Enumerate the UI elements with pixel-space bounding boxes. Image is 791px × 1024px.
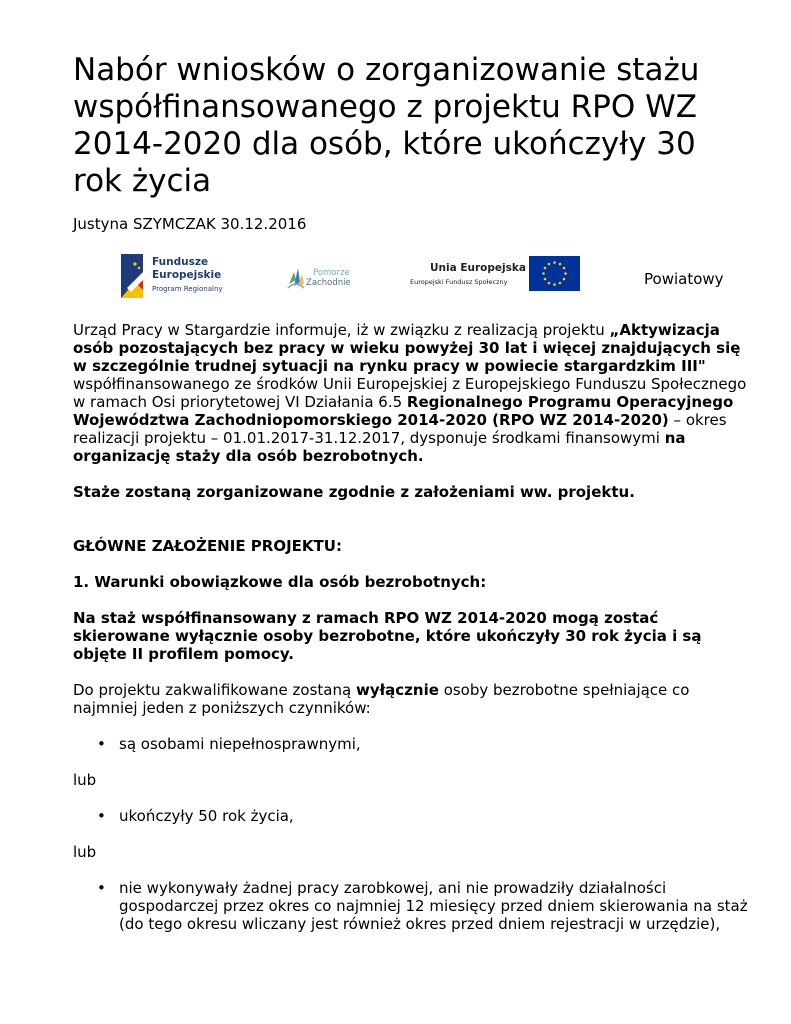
fe-line3: Program Regionalny <box>152 285 223 293</box>
article-body <box>73 321 753 933</box>
pomorze-zachodnie-mark-icon <box>286 262 306 290</box>
criteria-list <box>73 735 753 753</box>
section-heading: GŁÓWNE ZAŁOŻENIE PROJEKTU: <box>73 537 342 555</box>
pomorze-zachodnie-logo <box>286 262 366 296</box>
qualify-paragraph <box>73 681 753 717</box>
fundusze-europejskie-logo <box>121 254 251 298</box>
ue-line2: Europejski Fundusz Społeczny <box>410 278 508 286</box>
intro-text-3: – okres realizacji projektu – 01.01.2017-31.12.2017, dysponuje środkami finansowymi <box>73 411 727 447</box>
powiatowy-label: Powiatowy <box>644 270 724 288</box>
unia-europejska-logo <box>408 256 583 296</box>
pz-line2: Zachodnie <box>306 278 351 288</box>
highlight-text: Na staż współfinansowany z ramach RPO WZ 2014-2020 mogą zostać skierowane wyłącznie osoby bezrobotne, które ukończyły 30 rok życia i są objęte II profilem pomocy. <box>73 609 702 663</box>
intro-paragraph <box>73 321 753 465</box>
criteria-list <box>73 879 753 933</box>
author-date: Justyna SZYMCZAK 30.12.2016 <box>73 215 307 233</box>
page-title: Nabór wniosków o zorganizowanie stażu współfinansowanego z projektu RPO WZ 2014-2020 dla osób, które ukończyły 30 rok życia <box>73 52 700 199</box>
list-item: • są osobami niepełnosprawnymi, <box>97 735 753 753</box>
ue-line1: Unia Europejska <box>430 262 526 274</box>
logo-bar <box>0 252 791 300</box>
qualify-text-2: osoby bezrobotne spełniające co najmniej jeden z poniższych czynników: <box>73 681 690 717</box>
fe-line1: Fundusze <box>152 256 209 268</box>
list-item: • nie wykonywały żadnej pracy zarobkowej, ani nie prowadziły działalności gospodarczej przez okres co najmniej 12 miesięcy przed dniem skierowania na staż (do tego okresu wliczany jest również okres przed dniem rejestracji w urzędzie), <box>97 879 753 933</box>
intro-text-1: Urząd Pracy w Stargardzie informuje, iż w związku z realizacją projektu <box>73 321 610 339</box>
subsection-heading: 1. Warunki obowiązkowe dla osób bezrobotnych: <box>73 573 487 591</box>
program-name: Regionalnego Programu Operacyjnego Województwa Zachodniopomorskiego 2014-2020 (RPO WZ 2014-2020) <box>73 393 734 429</box>
intro-bold-end: na organizację staży dla osób bezrobotnych. <box>73 429 686 465</box>
project-name: „Aktywizacja osób pozostających bez pracy w wieku powyżej 30 lat i więcej znajdujących się w szczególnie trudnej sytuacji na rynku pracy w powiecie stargardzkim III" <box>73 321 741 375</box>
or-label: lub <box>73 843 97 861</box>
fe-line2: Europejskie <box>152 269 222 281</box>
fe-flag-icon <box>121 254 143 298</box>
qualify-bold: wyłącznie <box>355 681 439 699</box>
list-item: • ukończyły 50 rok życia, <box>97 807 753 825</box>
eu-flag-icon <box>529 256 580 291</box>
note-text: Staże zostaną zorganizowane zgodnie z założeniami ww. projektu. <box>73 483 635 501</box>
criteria-list <box>73 807 753 825</box>
intro-text-2: współfinansowanego ze środków Unii Europejskiej z Europejskiego Funduszu Społecznego w ramach Osi priorytetowej VI Działania 6.5 <box>73 375 747 411</box>
or-label: lub <box>73 771 97 789</box>
qualify-text-1: Do projektu zakwalifikowane zostaną <box>73 681 356 699</box>
pz-line1: Pomorze <box>313 268 350 278</box>
